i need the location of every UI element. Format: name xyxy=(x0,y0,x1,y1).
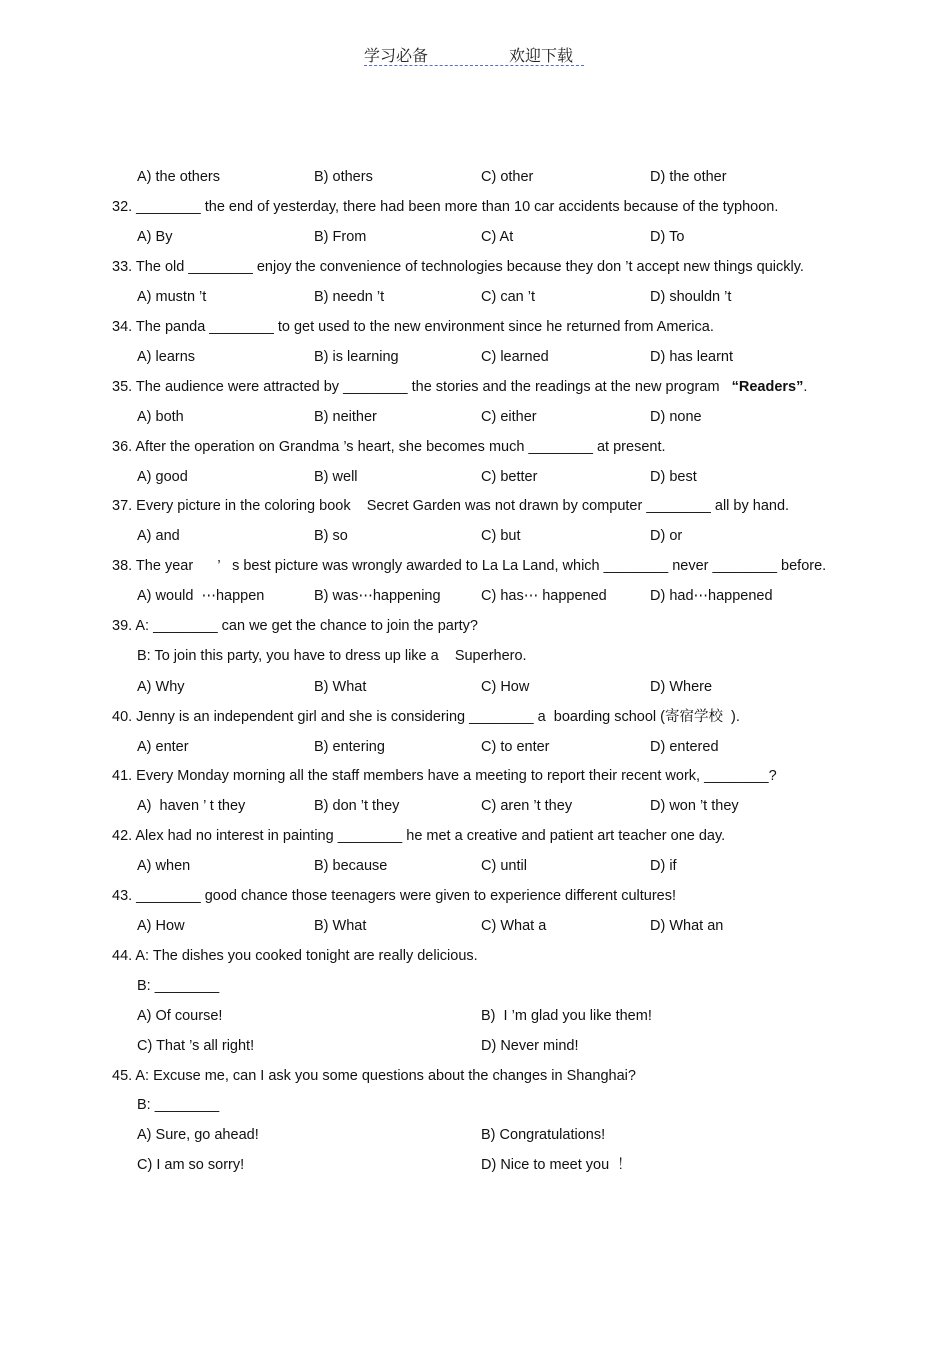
answer-option: D) What an xyxy=(650,918,724,934)
answer-option: A) learns xyxy=(137,349,196,365)
question-text: 44. A: The dishes you cooked tonight are really delicious. xyxy=(112,948,478,964)
answer-option: D) Never mind! xyxy=(481,1038,579,1054)
answer-option: B) was⋯happening xyxy=(314,588,441,604)
question-text: 37. Every picture in the coloring book Secret Garden was not drawn by computer ________ all by hand. xyxy=(112,498,790,514)
question-text: 39. A: ________ can we get the chance to join the party? xyxy=(112,618,478,634)
answer-option: B) so xyxy=(314,528,348,544)
answer-option: D) the other xyxy=(650,169,727,185)
answer-option: B) What xyxy=(314,918,367,934)
answer-option: B) What xyxy=(314,679,367,695)
answer-option: A) Why xyxy=(137,679,185,695)
answer-option: B) Congratulations! xyxy=(481,1127,606,1143)
question-text: 45. A: Excuse me, can I ask you some questions about the changes in Shanghai? xyxy=(112,1068,636,1084)
question-tail: . xyxy=(803,379,808,395)
answer-option: A) good xyxy=(137,469,188,485)
question-text: 33. The old ________ enjoy the convenience of technologies because they don ’t accept new things quickly. xyxy=(112,259,804,275)
answer-option: B) is learning xyxy=(314,349,399,365)
answer-option: C) but xyxy=(481,528,521,544)
answer-option: C) to enter xyxy=(481,739,550,755)
answer-option: C) That ’s all right! xyxy=(137,1038,255,1054)
answer-option: C) I am so sorry! xyxy=(137,1157,245,1173)
question-text: 32. ________ the end of yesterday, there had been more than 10 car accidents because of the typhoon. xyxy=(112,199,779,215)
answer-option: C) can ’t xyxy=(481,289,535,305)
program-name: “Readers” xyxy=(731,379,804,395)
answer-option: B) don ’t they xyxy=(314,798,400,814)
answer-option: A) when xyxy=(137,858,191,874)
answer-option: B) From xyxy=(314,229,367,245)
answer-option: A) haven ’ t they xyxy=(137,798,246,814)
answer-option: A) would ⋯happen xyxy=(137,588,265,604)
answer-option: D) has learnt xyxy=(650,349,734,365)
question-main-text: 35. The audience were attracted by ________ the stories and the readings at the new program xyxy=(112,379,732,395)
answer-option: D) shouldn ’t xyxy=(650,289,732,305)
question-text: 34. The panda ________ to get used to the new environment since he returned from America. xyxy=(112,319,714,335)
answer-option: B) neither xyxy=(314,409,377,425)
answer-option: C) other xyxy=(481,169,534,185)
answer-option: C) learned xyxy=(481,349,549,365)
answer-option: C) has⋯ happened xyxy=(481,588,607,604)
header-left-text: 学习必备 xyxy=(364,46,429,65)
answer-option: C) At xyxy=(481,229,514,245)
answer-option: C) until xyxy=(481,858,527,874)
answer-option: A) both xyxy=(137,409,184,425)
answer-option: D) or xyxy=(650,528,683,544)
answer-option: A) mustn ’t xyxy=(137,289,207,305)
answer-option: D) Nice to meet you ！ xyxy=(481,1157,632,1173)
answer-option: D) To xyxy=(650,229,685,245)
answer-option: D) if xyxy=(650,858,677,874)
answer-option: B) because xyxy=(314,858,388,874)
question-text xyxy=(112,378,807,396)
answer-option: A) Sure, go ahead! xyxy=(137,1127,259,1143)
header-right-text: 欢迎下载 xyxy=(509,46,574,65)
question-text: 42. Alex had no interest in painting ________ he met a creative and patient art teacher one day. xyxy=(112,828,726,844)
question-text: 38. The year ’ s best picture was wrongly awarded to La La Land, which ________ never ________ before. xyxy=(112,558,827,574)
answer-option: C) What a xyxy=(481,918,547,934)
answer-option: D) best xyxy=(650,469,697,485)
answer-option: B) entering xyxy=(314,739,385,755)
question-text: 40. Jenny is an independent girl and she is considering ________ a boarding school (寄宿学校 ). xyxy=(112,709,740,725)
answer-option: D) Where xyxy=(650,679,713,695)
answer-option: B) others xyxy=(314,169,373,185)
question-text: 41. Every Monday morning all the staff members have a meeting to report their recent work, ________? xyxy=(112,768,777,784)
answer-option: A) Of course! xyxy=(137,1008,223,1024)
page-header xyxy=(364,43,584,66)
answer-option: A) enter xyxy=(137,739,189,755)
answer-option: A) and xyxy=(137,528,180,544)
answer-option: B) I ’m glad you like them! xyxy=(481,1008,652,1024)
answer-option: D) none xyxy=(650,409,702,425)
answer-option: C) either xyxy=(481,409,537,425)
answer-option: C) better xyxy=(481,469,538,485)
question-text: 43. ________ good chance those teenagers were given to experience different cultures! xyxy=(112,888,677,904)
dialogue-line: B: ________ xyxy=(137,1097,220,1113)
answer-option: A) the others xyxy=(137,169,221,185)
answer-option: D) won ’t they xyxy=(650,798,739,814)
question-text: 36. After the operation on Grandma ’s heart, she becomes much ________ at present. xyxy=(112,439,666,455)
answer-option: D) had⋯happened xyxy=(650,588,773,604)
answer-option: D) entered xyxy=(650,739,719,755)
answer-option: C) How xyxy=(481,679,530,695)
answer-option: B) needn ’t xyxy=(314,289,385,305)
answer-option: B) well xyxy=(314,469,358,485)
dialogue-line: B: ________ xyxy=(137,978,220,994)
dialogue-line: B: To join this party, you have to dress up like a Superhero. xyxy=(137,648,527,664)
answer-option: A) How xyxy=(137,918,185,934)
answer-option: A) By xyxy=(137,229,173,245)
answer-option: C) aren ’t they xyxy=(481,798,573,814)
